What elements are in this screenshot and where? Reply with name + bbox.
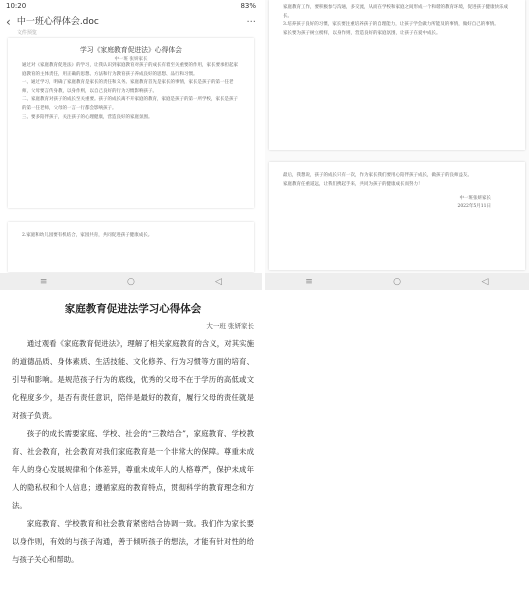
signature-name: 中一班张妍家长 [459,196,491,202]
page-paragraph: 家长要为孩子树立榜样，以身作则，营造良好的家庭氛围，让孩子在爱中成长。 [283,30,441,36]
file-title-bar [0,12,262,36]
right-phone-screenshot [265,0,529,290]
page-paragraph: 二、家庭教育对孩子的成长至关重要。孩子的成长离不开家庭的教育，家庭是孩子的第一所学校，家长是孩子的第一任老师，父母的一言一行都会影响孩子。 [22,97,238,111]
page-paragraph: 3.培养孩子良好的习惯，家长要注重培养孩子的自理能力，让孩子学会做力所能及的事情，做好自己的事情。 [283,22,499,28]
android-nav-bar [0,273,262,290]
document-page-last [269,162,525,270]
page-paragraph: 三、要多陪伴孩子，关注孩子的心理健康，营造良好的家庭氛围。 [22,114,153,120]
document-photo [0,293,264,589]
page-paragraph: 家庭教育工作，要积极参与沟通，多交流，从而在学校和家庭之间形成一个和谐的教育环境，促进孩子健康快乐成长。 [283,5,508,19]
page-heading: 学习《家庭教育促进法》心得体会 [80,46,182,54]
page-paragraph: 通过对《家庭教育促进法》的学习，让我认识到家庭教育对孩子的成长有着至关重要的作用，家长要承担起家庭教育的主体责任，用正确的思想、方法和行为教育孩子养成良好的思想、品行和习惯。 [22,63,238,77]
file-subtitle: 文件预览 [16,29,37,36]
document-paragraph: 家庭教育、学校教育和社会教育紧密结合协调一致。我们作为家长要以身作则，有效的与孩子沟通，善于倾听孩子的想法，才能有针对性的给与孩子关心和帮助。 [12,519,254,564]
document-paragraph: 通过观看《家庭教育促进法》，理解了相关家庭教育的含义，对其实施的道德品质、身体素质、生活技能、文化修养、行为习惯等方面的培育、引导和影响。是规范孩子行为的底线，优秀的父母不在于学历的高低或文化程度多少，是否有责任意识，陪伴是最好的教育，履行父母的责任就是对孩子负责。 [12,339,254,420]
menu-icon[interactable]: ≡ [305,276,313,287]
page-paragraph: 一、通过学习，明确了家庭教育是家长的责任和义务。家庭教育首先是家长的事情，家长是孩子的第一任老师，父母要言传身教，以身作则，以自己良好的行为习惯影响孩子。 [22,80,234,94]
android-nav-bar [265,273,529,290]
more-options-icon[interactable]: ··· [246,16,256,28]
page-paragraph: 最后，我想说，孩子的成长只有一次，作为家长我们要用心陪伴孩子成长，做孩子的良师益友。 [283,173,472,178]
status-battery: 83% [240,2,256,10]
left-phone-screenshot [0,0,262,290]
document-paragraph: 孩子的成长需要家庭、学校、社会的“三教结合”，家庭教育、学校教育、社会教育，社会教育对我们家庭教育是一个非常大的保障。尊重未成年人的身心发展规律和个体差异，尊重未成年人的人格尊严，保护未成年人的隐私权和个人信息；遵循家庭的教育特点，贯彻科学的教育理念和方法。 [12,429,254,510]
back-arrow-icon[interactable]: ‹ [6,15,11,29]
status-time: 10:20 [6,2,27,10]
back-icon[interactable]: ◁ [481,276,489,287]
document-author: 大一班 张妍家长 [206,322,254,330]
signature-date: 2022年5月11日 [457,204,491,210]
back-icon[interactable]: ◁ [214,276,222,287]
document-title: 家庭教育促进法学习心得体会 [64,303,202,315]
document-page-continued [269,0,525,150]
file-title: 中一班心得体会.doc [16,16,99,27]
page-paragraph: 家庭教育任重道远，让我们携起手来，共同为孩子的健康成长而努力！ [283,181,423,187]
document-page-2 [8,222,254,272]
home-icon[interactable]: ○ [393,276,401,287]
page-author: 中一班 张妍家长 [114,57,148,62]
home-icon[interactable]: ○ [127,276,135,287]
page-paragraph: 2.家庭和幼儿园要有机结合，家园共育，共同促进孩子健康成长。 [22,233,153,238]
menu-icon[interactable]: ≡ [39,276,48,287]
document-page-1 [8,38,254,208]
